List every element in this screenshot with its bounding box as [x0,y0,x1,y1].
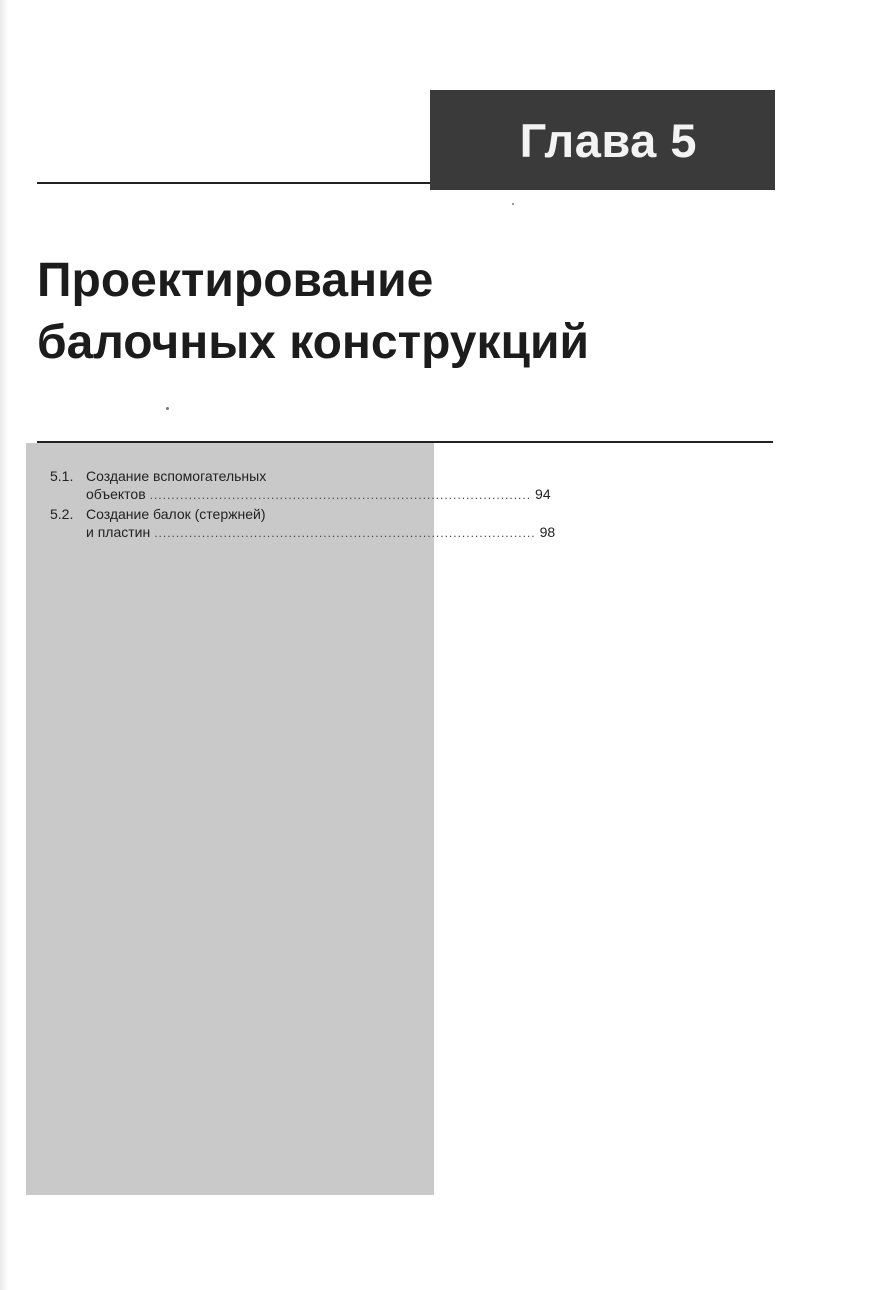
toc-entry-title-cont: объектов [86,486,146,502]
scan-speck [512,203,514,205]
toc-entry-number: 5.2. [50,506,74,522]
toc-leader-dots: ........................................................................................ [154,526,536,540]
chapter-label: Глава 5 [519,113,697,167]
chapter-title-line-1: Проектирование [37,254,434,307]
toc-entry-page: 94 [535,486,551,502]
toc-entry-page: 98 [539,524,556,540]
toc-panel [26,443,434,1195]
toc-leader-dots: ........................................................................................ [149,488,532,502]
scan-speck [166,407,169,410]
scan-edge [0,0,8,1290]
toc-entry[interactable] [50,505,556,542]
header-rule [37,182,430,184]
toc-entry[interactable] [50,467,551,504]
table-of-contents [50,467,556,543]
chapter-header-box [430,90,775,190]
toc-entry-title-cont: и пластин [86,524,151,540]
toc-entry-title: Создание балок (стержней) [86,506,266,522]
chapter-title-line-2: балочных конструкций [37,316,590,369]
toc-entry-number: 5.1. [50,468,74,484]
toc-entry-title: Создание вспомогательных [86,468,267,484]
chapter-title [37,250,797,374]
